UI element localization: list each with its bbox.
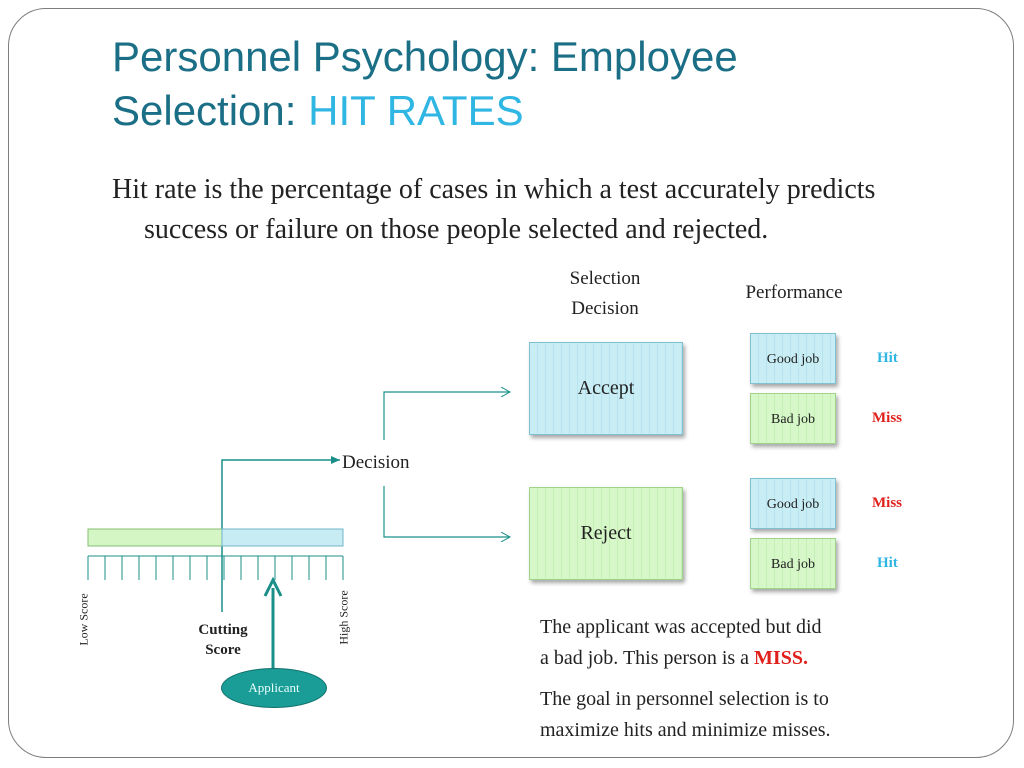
accept-good-result: Hit xyxy=(877,350,898,366)
accept-bad-result: Miss xyxy=(872,410,902,426)
example-line2-text: a bad job. This person is a xyxy=(540,647,755,669)
selection-label-line1: Selection xyxy=(569,268,641,289)
example-line1: The applicant was accepted but did xyxy=(540,616,822,638)
low-score-label: Low Score xyxy=(76,593,91,646)
goal-note xyxy=(540,684,831,746)
applicant-label: Applicant xyxy=(248,680,300,695)
branch-down-line xyxy=(384,486,510,537)
accept-good-job-label: Good job xyxy=(766,352,820,367)
selection-label-line2: Decision xyxy=(571,298,639,319)
cutting-score-label xyxy=(182,620,264,660)
reject-good-result: Miss xyxy=(872,495,902,511)
selection-decision-label xyxy=(540,264,670,324)
applicant-ellipse xyxy=(221,668,327,708)
definition-text: Hit rate is the percentage of cases in which a test accurately predicts success or failure on those people selected and rejected. xyxy=(112,174,876,245)
example-note xyxy=(540,612,822,674)
reject-bad-job-box xyxy=(750,538,836,589)
example-line2 xyxy=(540,643,822,674)
accept-box xyxy=(529,342,683,435)
title-highlight: HIT RATES xyxy=(308,87,524,134)
accept-good-job-box xyxy=(750,333,836,384)
score-bar-high xyxy=(222,529,343,546)
goal-line2: maximize hits and minimize misses. xyxy=(540,719,831,741)
title-prefix: Selection: xyxy=(112,87,309,134)
goal-line1: The goal in personnel selection is to xyxy=(540,688,829,710)
accept-bad-job-box xyxy=(750,393,836,444)
score-bar-low xyxy=(88,529,222,546)
high-score-label: High Score xyxy=(336,590,351,645)
example-miss-word: MISS. xyxy=(754,647,808,669)
cutting-line1: Cutting xyxy=(198,622,248,638)
decision-label: Decision xyxy=(342,452,410,473)
reject-good-job-label: Good job xyxy=(766,497,820,512)
title-line-1: Personnel Psychology: Employee xyxy=(112,33,738,80)
performance-label: Performance xyxy=(745,282,843,303)
reject-label: Reject xyxy=(580,522,632,544)
cutting-line2: Score xyxy=(205,642,241,658)
accept-bad-job-label: Bad job xyxy=(771,412,815,427)
reject-bad-result: Hit xyxy=(877,555,898,571)
accept-label: Accept xyxy=(577,377,635,399)
reject-box xyxy=(529,487,683,580)
scale-ticks xyxy=(88,556,343,580)
reject-bad-job-label: Bad job xyxy=(771,557,815,572)
reject-good-job-box xyxy=(750,478,836,529)
branch-up-line xyxy=(384,392,510,440)
